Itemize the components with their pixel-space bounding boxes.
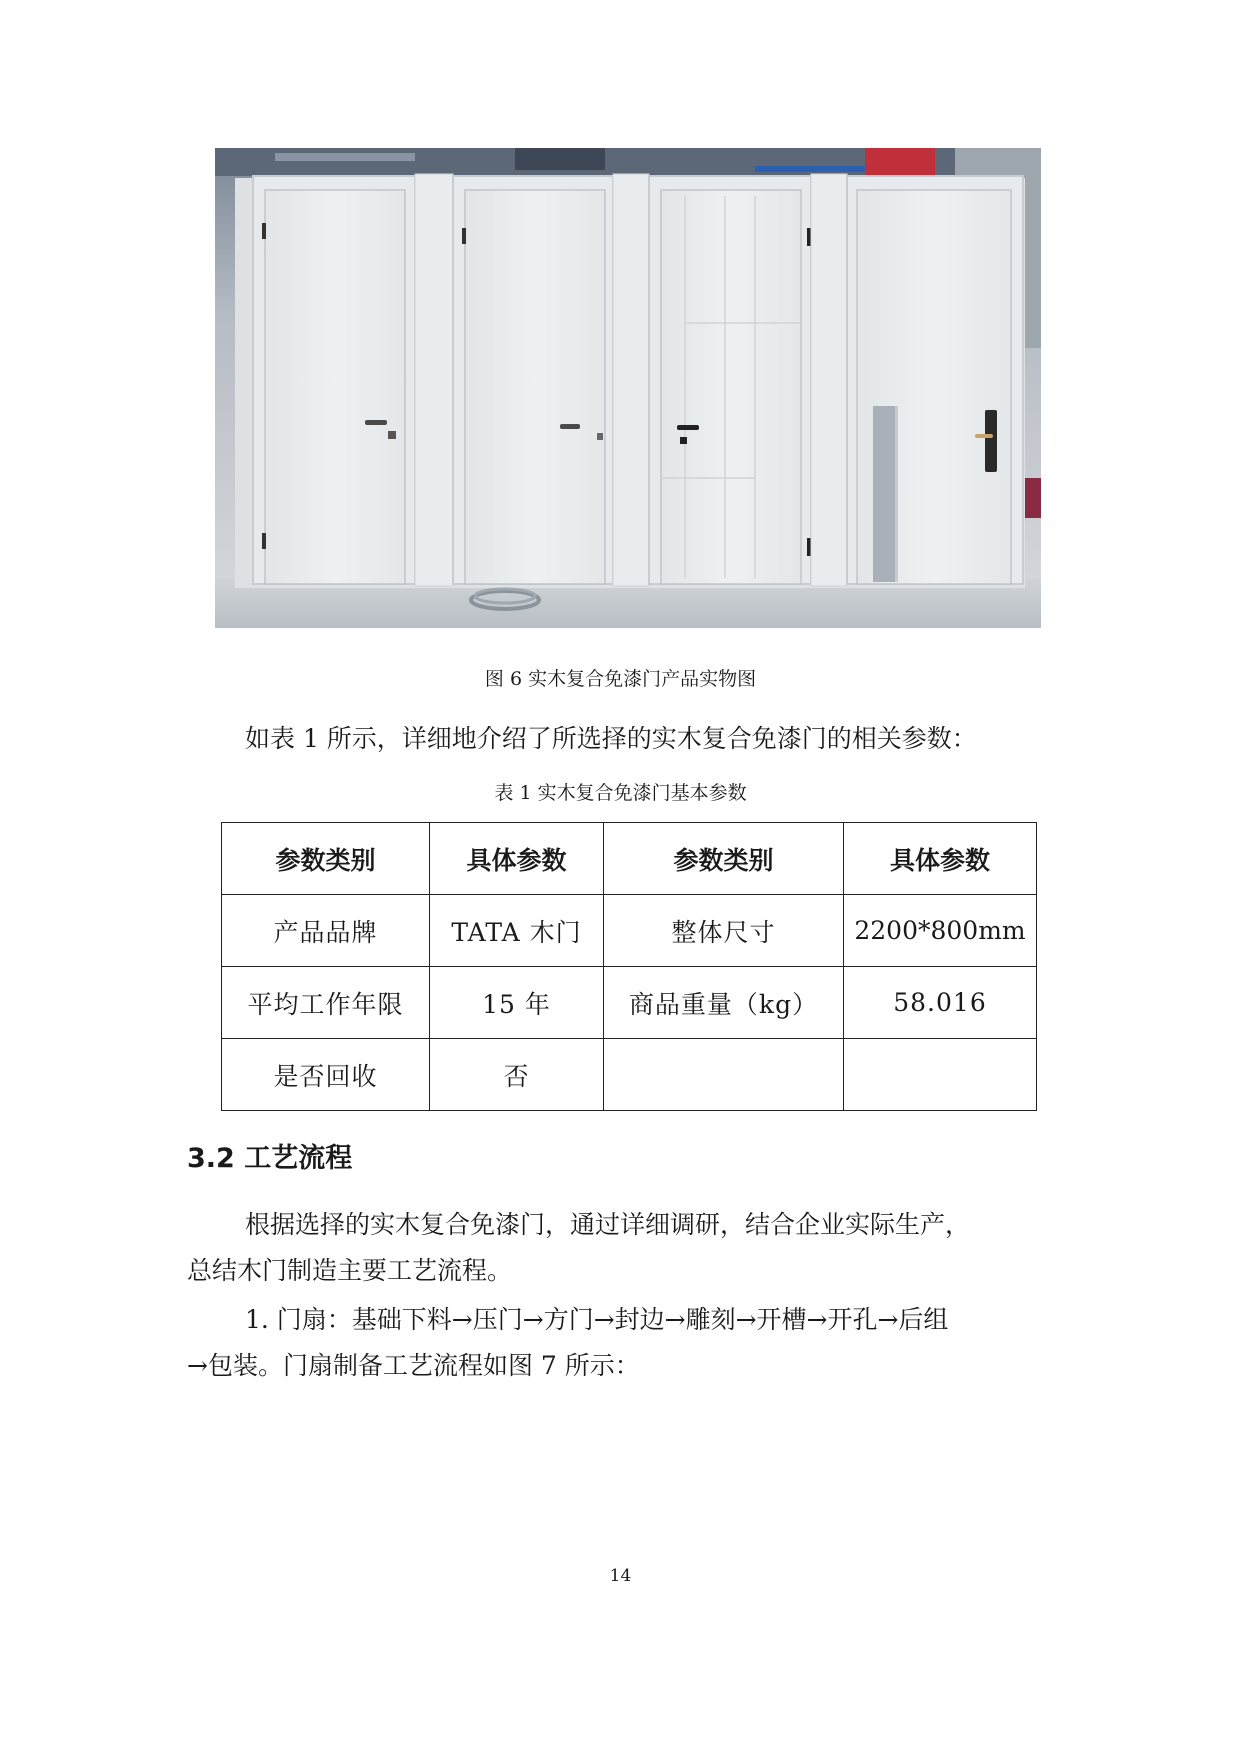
table-cell: 15 年 <box>430 967 604 1039</box>
table-cell: 商品重量（kg） <box>604 967 844 1039</box>
table-cell: TATA 木门 <box>430 895 604 967</box>
table-cell: 整体尺寸 <box>604 895 844 967</box>
section-paragraph-line: 根据选择的实木复合免漆门，通过详细调研，结合企业实际生产， <box>245 1210 971 1239</box>
table-cell: 产品品牌 <box>222 895 430 967</box>
table-cell: 2200*800mm <box>844 895 1037 967</box>
door-product-photo <box>215 148 1041 628</box>
section-paragraph-line: 总结木门制造主要工艺流程。 <box>187 1256 513 1285</box>
section-paragraph-line: →包装。门扇制备工艺流程如图 7 所示： <box>187 1351 640 1380</box>
table-cell <box>844 1039 1037 1111</box>
table-cell: 是否回收 <box>222 1039 430 1111</box>
table-row <box>222 1039 1037 1111</box>
header-cell: 具体参数 <box>430 823 604 895</box>
header-cell: 具体参数 <box>844 823 1037 895</box>
table-cell: 否 <box>430 1039 604 1111</box>
table-row <box>222 967 1037 1039</box>
table-row <box>222 895 1037 967</box>
parameter-table <box>221 822 1037 1111</box>
header-cell: 参数类别 <box>604 823 844 895</box>
table-cell: 平均工作年限 <box>222 967 430 1039</box>
header-cell: 参数类别 <box>222 823 430 895</box>
section-heading: 3.2 工艺流程 <box>187 1143 353 1174</box>
table-cell <box>604 1039 844 1111</box>
table-cell: 58.016 <box>844 967 1037 1039</box>
table-header-row <box>222 823 1037 895</box>
figure-caption: 图 6 实木复合免漆门产品实物图 <box>484 668 757 690</box>
intro-paragraph: 如表 1 所示，详细地介绍了所选择的实木复合免漆门的相关参数： <box>245 724 977 753</box>
page-number: 14 <box>609 1566 632 1586</box>
section-paragraph-line: 1. 门扇：基础下料→压门→方门→封边→雕刻→开槽→开孔→后组 <box>245 1305 949 1334</box>
table-caption: 表 1 实木复合免漆门基本参数 <box>494 782 747 804</box>
